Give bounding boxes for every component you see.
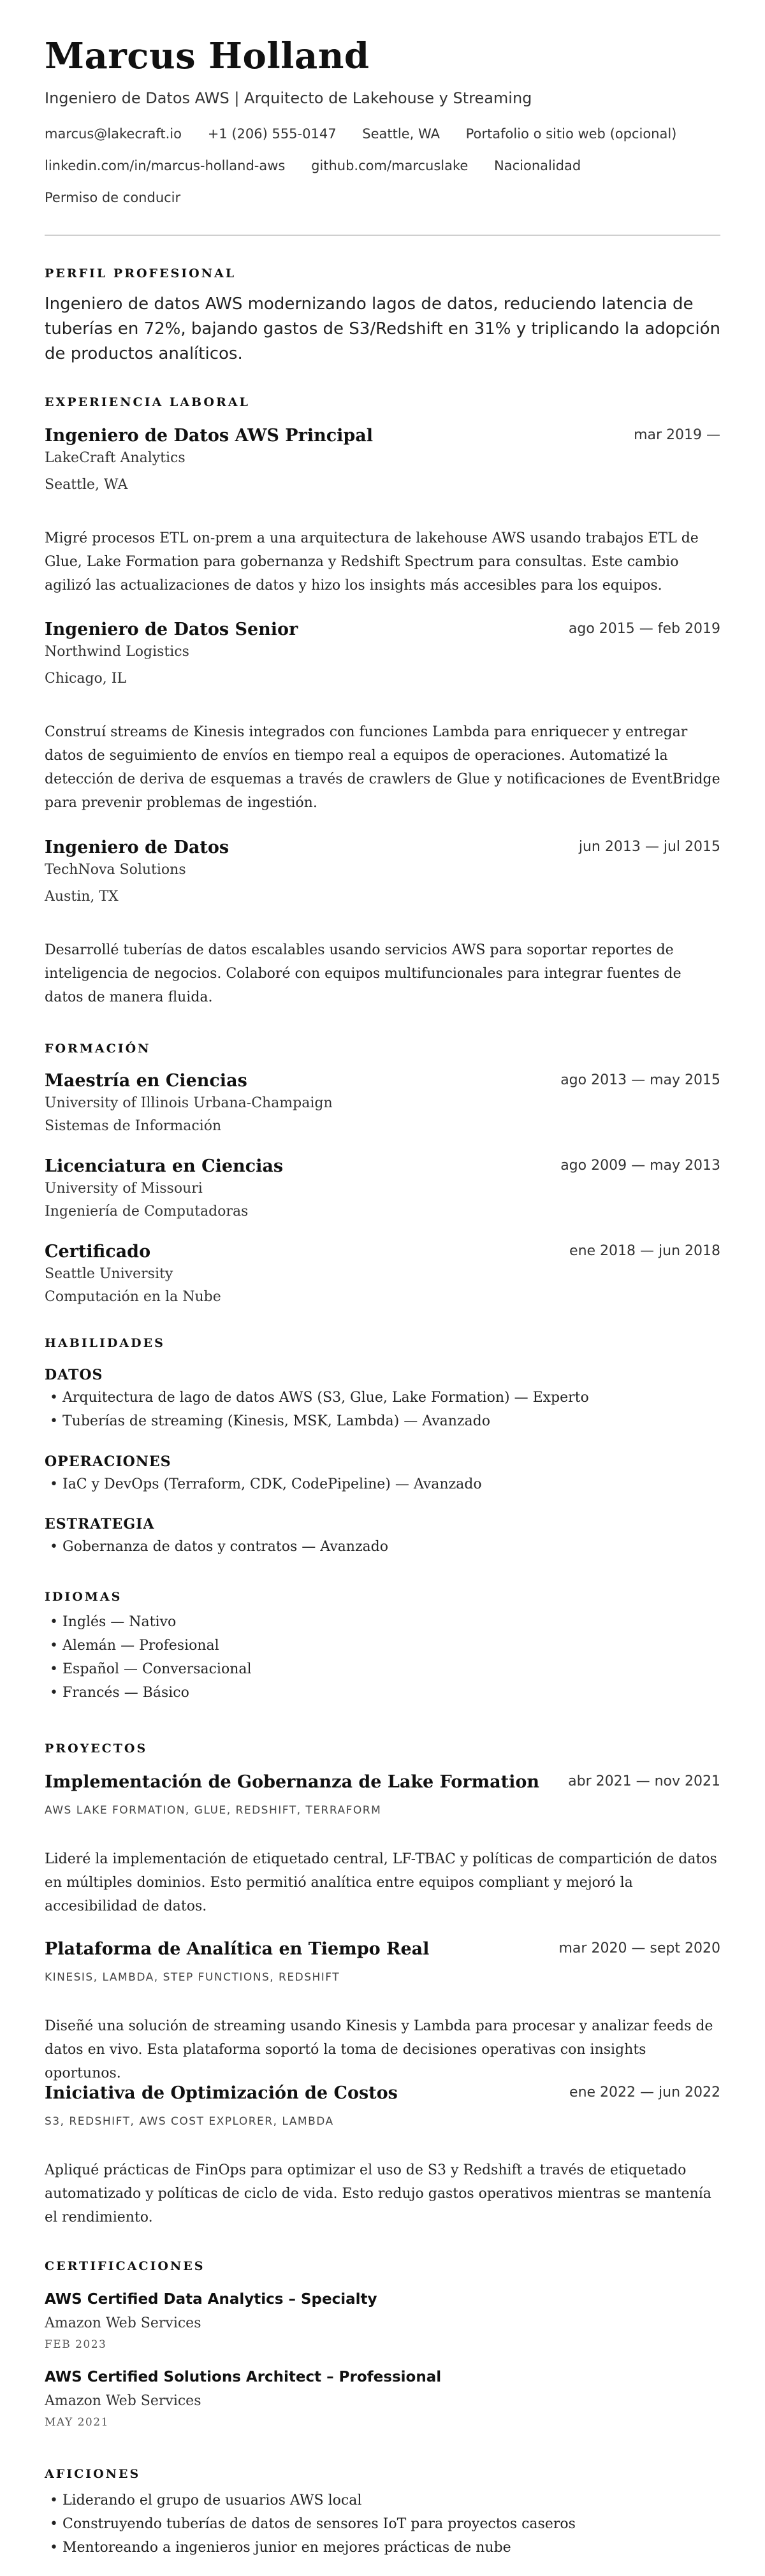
project-dates: mar 2020 — sept 2020 [558, 1940, 720, 1956]
job-description: Migré procesos ETL on-prem a una arquitectura de lakehouse AWS usando trabajos ETL de Glue, Lake Formation para gobernanza y Redshift Spectrum para consultas. Este cambio agilizó las actualizaciones de datos y hizo los insights más accesibles para los equipos. [45, 530, 699, 593]
certification-date: FEB 2023 [45, 2338, 107, 2351]
certification-issuer: Amazon Web Services [45, 2393, 201, 2409]
section-heading-summary: PERFIL PROFESIONAL [45, 266, 237, 280]
skill-group-title: DATOS [45, 1367, 103, 1383]
job-description: Construí streams de Kinesis integrados con funciones Lambda para enriquecer y entregar datos de seguimiento de envíos en tiempo real a equipos de operaciones. Automatizé la detección de deriva de esquemas a través de crawlers de Glue y notificaciones de EventBridge para prevenir problemas de ingestión. [45, 724, 720, 811]
job-company: TechNova Solutions [45, 862, 186, 878]
education-field: Ingeniería de Computadoras [45, 1204, 249, 1219]
job-dates: jun 2013 — jul 2015 [578, 839, 720, 855]
header-divider [45, 235, 720, 236]
project-techs: AWS LAKE FORMATION, GLUE, REDSHIFT, TERRAFORM [45, 1804, 382, 1817]
project-techs: S3, REDSHIFT, AWS COST EXPLORER, LAMBDA [45, 2115, 334, 2128]
contact-location: Seattle, WA [362, 126, 440, 142]
project-title: Implementación de Gobernanza de Lake Formation [45, 1772, 539, 1792]
job-location: Austin, TX [45, 889, 119, 905]
education-school: University of Missouri [45, 1181, 203, 1197]
skill-item: • Tuberías de streaming (Kinesis, MSK, Lambda) — Avanzado [45, 1409, 720, 1433]
section-heading-languages: IDIOMAS [45, 1590, 122, 1604]
contact-row-2 [45, 158, 602, 173]
section-heading-certifications: CERTIFICACIONES [45, 2259, 205, 2273]
education-degree: Licenciatura en Ciencias [45, 1156, 284, 1176]
section-heading-hobbies: AFICIONES [45, 2467, 141, 2481]
section-heading-experience: EXPERIENCIA LABORAL [45, 395, 250, 409]
language-item: • Alemán — Profesional [45, 1634, 720, 1657]
candidate-name: Marcus Holland [45, 35, 370, 77]
certification-title: AWS Certified Solutions Architect – Professional [45, 2369, 442, 2385]
language-item: • Español — Conversacional [45, 1657, 720, 1681]
education-dates: ago 2009 — may 2013 [560, 1158, 720, 1174]
project-dates: ene 2022 — jun 2022 [569, 2085, 720, 2100]
job-description: Desarrollé tuberías de datos escalables usando servicios AWS para soportar reportes de inteligencia de negocios. Colaboré con equipos multifuncionales para integrar fuentes de datos de manera fluida. [45, 942, 681, 1005]
skill-item: • Arquitectura de lago de datos AWS (S3, Glue, Lake Formation) — Experto [45, 1386, 720, 1409]
language-item: • Francés — Básico [45, 1681, 720, 1705]
skill-group-title: OPERACIONES [45, 1453, 171, 1470]
job-dates: mar 2019 — [634, 427, 720, 443]
education-school: University of Illinois Urbana-Champaign [45, 1095, 333, 1111]
candidate-headline: Ingeniero de Datos AWS | Arquitecto de Lakehouse y Streaming [45, 89, 532, 107]
education-field: Computación en la Nube [45, 1289, 221, 1305]
contact-email: marcus@lakecraft.io [45, 126, 182, 142]
project-title: Plataforma de Analítica en Tiempo Real [45, 1939, 430, 1959]
project-description: Lideré la implementación de etiquetado central, LF-TBAC y políticas de compartición de datos en múltiples dominios. Esto permitió analítica entre equipos compliant y mejoró la accesibilidad de datos. [45, 1851, 717, 1914]
certification-issuer: Amazon Web Services [45, 2315, 201, 2331]
education-school: Seattle University [45, 1266, 173, 1282]
education-dates: ene 2018 — jun 2018 [569, 1243, 720, 1259]
contact-phone: +1 (206) 555-0147 [207, 126, 337, 142]
job-location: Seattle, WA [45, 477, 128, 493]
skill-list [45, 1473, 720, 1496]
job-company: Northwind Logistics [45, 644, 189, 660]
hobby-item: • Liderando el grupo de usuarios AWS local [45, 2489, 720, 2512]
skill-list [45, 1386, 720, 1433]
job-title: Ingeniero de Datos Senior [45, 620, 298, 639]
section-heading-projects: PROYECTOS [45, 1742, 148, 1756]
contact-row-3 [45, 190, 202, 205]
job-location: Chicago, IL [45, 671, 127, 687]
project-title: Iniciativa de Optimización de Costos [45, 2083, 398, 2103]
contact-portfolio: Portafolio o sitio web (opcional) [465, 126, 677, 142]
contact-linkedin: linkedin.com/in/marcus-holland-aws [45, 158, 286, 173]
section-heading-education: FORMACIÓN [45, 1042, 151, 1056]
contact-nationality: Nacionalidad [494, 158, 581, 173]
job-company: LakeCraft Analytics [45, 450, 186, 466]
skill-group-title: ESTRATEGIA [45, 1516, 155, 1532]
education-dates: ago 2013 — may 2015 [560, 1072, 720, 1088]
education-degree: Maestría en Ciencias [45, 1071, 247, 1091]
project-techs: KINESIS, LAMBDA, STEP FUNCTIONS, REDSHIFT [45, 1971, 340, 1984]
summary-text: Ingeniero de datos AWS modernizando lagos de datos, reduciendo latencia de tuberías en 72%, bajando gastos de S3/Redshift en 31% y triplicando la adopción de productos analíticos. [45, 295, 720, 363]
section-heading-skills: HABILIDADES [45, 1336, 165, 1350]
skill-item: • Gobernanza de datos y contratos — Avanzado [45, 1535, 720, 1559]
job-title: Ingeniero de Datos [45, 838, 229, 857]
contact-row-1 [45, 126, 698, 142]
certification-title: AWS Certified Data Analytics – Specialty [45, 2291, 377, 2308]
project-dates: abr 2021 — nov 2021 [568, 1773, 720, 1789]
job-dates: ago 2015 — feb 2019 [568, 621, 720, 637]
hobby-item: • Mentoreando a ingenieros junior en mejores prácticas de nube [45, 2536, 720, 2559]
skill-list [45, 1535, 720, 1559]
project-description: Diseñé una solución de streaming usando Kinesis y Lambda para procesar y analizar feeds de datos en vivo. Esta plataforma soportó la toma de decisiones operativas con insights oportunos. [45, 2018, 713, 2081]
certification-date: MAY 2021 [45, 2416, 109, 2429]
education-field: Sistemas de Información [45, 1118, 222, 1134]
hobby-item: • Construyendo tuberías de datos de sensores IoT para proyectos caseros [45, 2512, 720, 2536]
contact-github: github.com/marcuslake [311, 158, 469, 173]
hobby-list [45, 2489, 720, 2559]
project-description: Apliqué prácticas de FinOps para optimizar el uso de S3 y Redshift a través de etiquetado automatizado y políticas de ciclo de vida. Esto redujo gastos operativos mientras se mantenía el rendimiento. [45, 2162, 711, 2225]
skill-item: • IaC y DevOps (Terraform, CDK, CodePipeline) — Avanzado [45, 1473, 720, 1496]
education-degree: Certificado [45, 1242, 151, 1262]
language-list [45, 1610, 720, 1705]
job-title: Ingeniero de Datos AWS Principal [45, 426, 374, 446]
contact-license: Permiso de conducir [45, 190, 181, 205]
language-item: • Inglés — Nativo [45, 1610, 720, 1634]
